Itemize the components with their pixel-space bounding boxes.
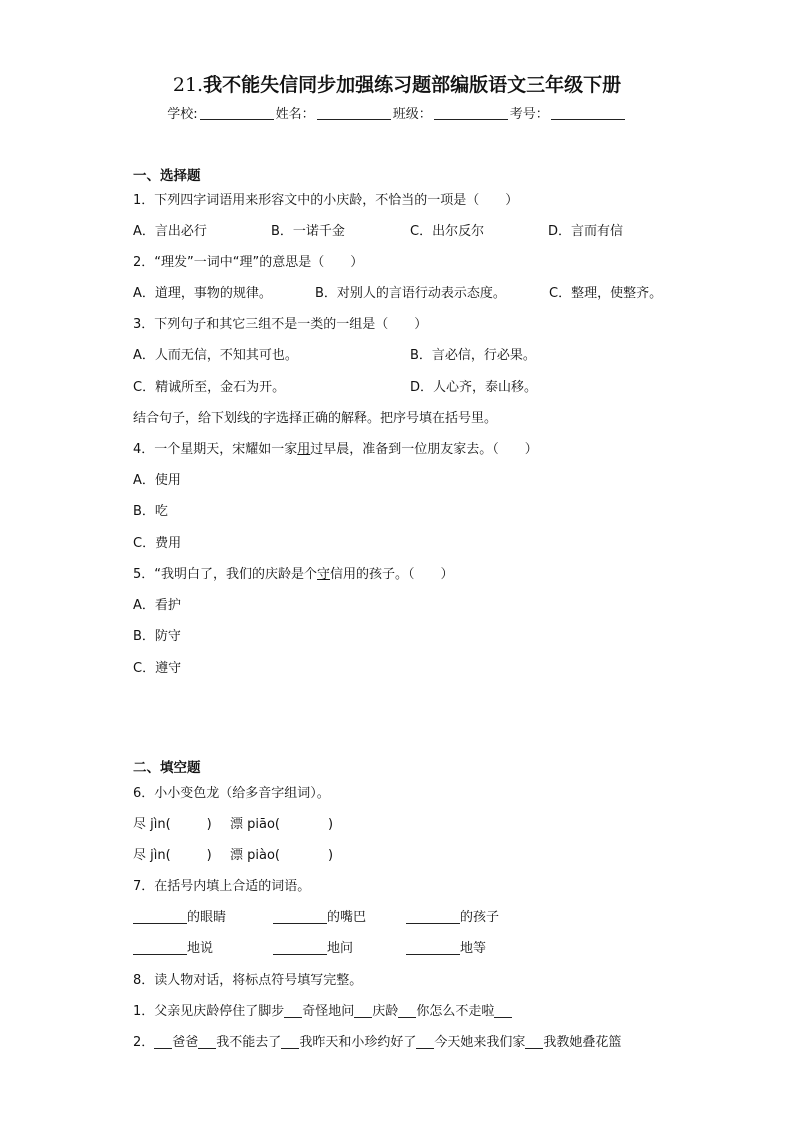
q3-option-d[interactable]: D．人心齐，泰山移。 [410,380,538,395]
q6-row2-a[interactable] [133,848,212,864]
q8-l2-part-1: 2． [133,1035,155,1050]
q6-row1-a-label: 尽 jìn( [133,817,171,832]
id-label: 考号： [509,107,549,122]
title-text: 我不能失信同步加强练习题部编版语文三年级下册 [203,74,622,96]
q2-option-b[interactable]: B．对别人的言语行动表示态度。 [315,286,506,301]
question-8-stem: 8．读人物对话，将标点符号填写完整。 [133,973,363,988]
q6-row1-b-label: 漂 piāo( [230,817,280,832]
section-heading-fill: 二、填空题 [133,760,201,776]
title-number: 21. [172,74,204,96]
class-blank[interactable] [434,107,508,120]
question-5-stem [133,567,454,583]
question-7-stem: 7．在括号内填上合适的词语。 [133,879,311,894]
school-blank[interactable] [200,107,274,120]
q5-underlined-char: 守 [317,567,331,582]
q4-option-b[interactable]: B．吃 [133,504,168,519]
q8-l1-part-3: 庆龄 [372,1004,399,1019]
q8-l2-part-2: 爸爸 [172,1035,199,1050]
q1-option-d[interactable]: D．言而有信 [548,224,624,239]
q7-blank-5[interactable] [273,941,353,957]
class-label: 班级： [392,107,432,122]
q5-option-a[interactable]: A．看护 [133,598,181,613]
q4-stem-after: 过早晨，准备到一位朋友家去。（ ） [310,442,538,457]
q2-option-c[interactable]: C．整理，使整齐。 [549,286,663,301]
q5-stem-after: 信用的孩子。（ ） [330,567,454,582]
q3-option-c[interactable]: C．精诚所至，金石为开。 [133,380,286,395]
name-blank[interactable] [317,107,391,120]
section-heading-choice: 一、选择题 [133,168,201,184]
q7-blank-6[interactable] [406,941,486,957]
q6-row2-a-close: ) [206,848,212,863]
q6-row2-b-label: 漂 piào( [230,848,280,863]
q7-word-3: 的孩子 [460,910,500,925]
q6-row1-a[interactable] [133,817,212,833]
q6-row1-b-close: ) [328,817,334,832]
q8-l2-part-5: 今天她来我们家 [434,1035,526,1050]
q4-stem-before: 4．一个星期天，宋耀如一家 [133,442,298,457]
q2-option-a[interactable]: A．道理，事物的规律。 [133,286,272,301]
q7-blank-4[interactable] [133,941,213,957]
q4-option-a[interactable]: A．使用 [133,473,181,488]
question-4-stem [133,442,538,458]
id-blank[interactable] [551,107,625,120]
q8-l2-part-6: 我教她叠花篮 [543,1035,622,1050]
name-label: 姓名： [275,107,315,122]
q7-word-1: 的眼睛 [187,910,227,925]
q6-row2-b-close: ) [328,848,334,863]
q4-option-c[interactable]: C．费用 [133,536,182,551]
question-2-stem: 2．“理发”一词中“理”的意思是（ ） [133,255,364,270]
question-6-stem: 6．小小变色龙（给多音字组词）。 [133,786,330,801]
q7-blank-2[interactable] [273,910,366,926]
q3-option-a[interactable]: A．人而无信，不知其可也。 [133,348,298,363]
q3-option-b[interactable]: B．言必信，行必果。 [410,348,536,363]
q4-underlined-char: 用 [297,442,311,457]
q5-stem-before: 5．“我明白了，我们的庆龄是个 [133,567,318,582]
student-info-line [0,103,794,122]
q7-blank-3[interactable] [406,910,499,926]
q6-row2-a-label: 尽 jìn( [133,848,171,863]
question-3-stem: 3．下列句子和其它三组不是一类的一组是（ ） [133,317,428,332]
q1-option-a[interactable]: A．言出必行 [133,224,207,239]
q8-dialogue-2[interactable] [133,1035,621,1051]
q8-l1-part-4: 你怎么不走啦 [416,1004,495,1019]
instruction-text: 结合句子，给下划线的字选择正确的解释。把序号填在括号里。 [133,411,498,426]
q8-l1-part-1: 1．父亲见庆龄停住了脚步 [133,1004,285,1019]
q7-word-5: 地问 [327,941,354,956]
q8-dialogue-1[interactable] [133,1004,512,1020]
q7-word-4: 地说 [187,941,214,956]
q7-blank-1[interactable] [133,910,226,926]
q6-row2-b[interactable] [230,848,333,864]
q8-l2-part-3: 我不能去了 [216,1035,282,1050]
q6-row1-b[interactable] [230,817,333,833]
q5-option-b[interactable]: B．防守 [133,629,181,644]
q8-l1-part-2: 奇怪地问 [302,1004,355,1019]
school-label: 学校: [167,107,198,122]
q6-row1-a-close: ) [206,817,212,832]
q7-word-2: 的嘴巴 [327,910,367,925]
q8-l2-part-4: 我昨天和小珍约好了 [299,1035,417,1050]
page-title [0,70,794,97]
q1-option-c[interactable]: C．出尔反尔 [410,224,485,239]
q7-word-6: 地等 [460,941,487,956]
q1-option-b[interactable]: B．一诺千金 [271,224,345,239]
q5-option-c[interactable]: C．遵守 [133,661,182,676]
question-1-stem: 1．下列四字词语用来形容文中的小庆龄，不恰当的一项是（ ） [133,193,519,208]
